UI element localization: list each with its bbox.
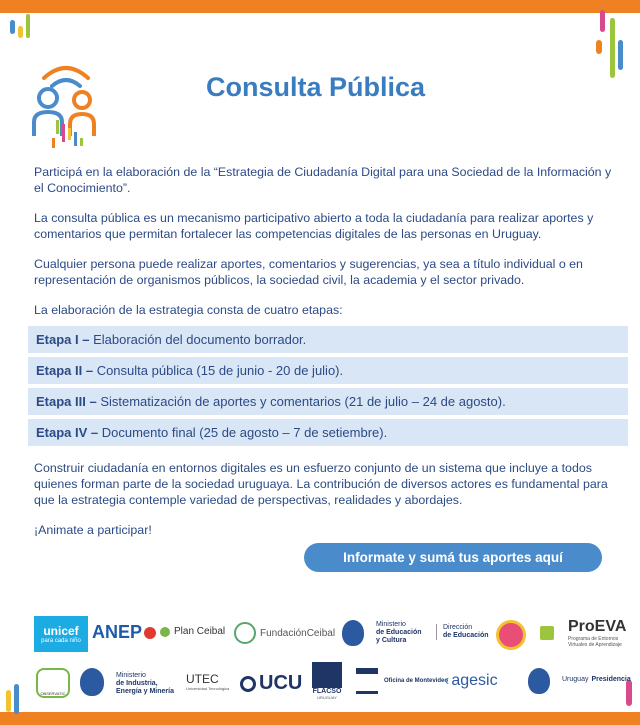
flacso-wordmark: FLACSO bbox=[312, 688, 342, 695]
dir-edu-line-1: Dirección bbox=[443, 624, 473, 631]
deco-bar-1 bbox=[10, 20, 15, 34]
utec-subtitle: Universidad Tecnológica bbox=[186, 686, 230, 691]
unicef-tagline: para cada niño bbox=[41, 638, 81, 644]
stage-text: Elaboración del documento borrador. bbox=[89, 332, 307, 347]
uruguay-shield-logo-1[interactable] bbox=[80, 668, 104, 696]
main-content bbox=[34, 164, 618, 552]
ucu-logo[interactable] bbox=[240, 672, 302, 695]
page-title: Consulta Pública bbox=[206, 72, 426, 102]
utec-logo[interactable] bbox=[186, 672, 229, 691]
unesco-montevideo-logo[interactable] bbox=[356, 668, 448, 694]
anep-logo[interactable] bbox=[92, 622, 156, 643]
agesic-chevron-icon: ‹ bbox=[444, 672, 450, 689]
stage-item bbox=[28, 419, 628, 446]
uruguay-shield-icon bbox=[342, 620, 364, 646]
proeva-wordmark: ProEVA bbox=[568, 618, 627, 635]
small-emblem-logo[interactable] bbox=[540, 626, 554, 640]
unicef-logo[interactable] bbox=[34, 616, 88, 652]
participation-description: Cualquier persona puede realizar aportes, comentarios y sugerencias, ya sea a título individual o en representación de organismos públicos, la sociedad civil, la academia y el sector privado. bbox=[34, 257, 583, 287]
unesco-temple-icon bbox=[356, 668, 378, 694]
miem-logo[interactable] bbox=[116, 672, 174, 696]
stages-list bbox=[28, 326, 628, 446]
ucu-emblem-icon bbox=[240, 676, 256, 692]
presidencia-line-1: Uruguay bbox=[562, 676, 589, 683]
dir-edu-line-2: de Educación bbox=[443, 632, 489, 639]
fundacion-ceibal-wordmark: FundaciónCeibal bbox=[260, 627, 336, 639]
mec-line-2: de Educación bbox=[376, 629, 422, 636]
stage-item bbox=[28, 357, 628, 384]
participate-button[interactable]: Informate y sumá tus aportes aquí bbox=[304, 543, 602, 572]
deco-bar-7 bbox=[596, 40, 602, 54]
montevideo-office-text: Oficina de Montevideo bbox=[384, 678, 449, 684]
anep-swirl-icon bbox=[144, 627, 156, 639]
intro-paragraph: Participá en la elaboración de la “Estrategia de Ciudadanía Digital para una Sociedad de la Información y el Conocimiento”. bbox=[34, 165, 612, 195]
plan-ceibal-logo[interactable] bbox=[160, 626, 225, 637]
top-orange-bar bbox=[0, 0, 640, 13]
miem-line-2: de Industria, bbox=[116, 680, 158, 687]
observatic-wordmark: OBSERVATIC bbox=[40, 691, 66, 696]
presidencia-logo[interactable] bbox=[562, 676, 631, 683]
anep-wordmark: ANEP bbox=[92, 622, 143, 642]
collaboration-paragraph: Construir ciudadanía en entornos digitales es un esfuerzo conjunto de un sistema que incluye a todos quienes forman parte de la sociedad uruguaya. La contribución de diversos actores es fundamental para que la estrategia contemple variedad de perspectivas, realidades y abordajes. bbox=[34, 461, 608, 507]
stage-text: Sistematización de aportes y comentarios (21 de julio – 24 de agosto). bbox=[96, 394, 506, 409]
utec-wordmark: UTEC bbox=[186, 672, 219, 686]
bottom-orange-bar bbox=[0, 712, 640, 725]
deco-bar-2 bbox=[18, 26, 23, 38]
uruguay-shield-logo-2[interactable] bbox=[528, 668, 550, 694]
unicef-wordmark: unicef bbox=[43, 624, 79, 638]
proeva-subtitle: Programa de Entornos Virtuales de Aprendizaje bbox=[568, 636, 622, 648]
plan-ceibal-wordmark: Plan Ceibal bbox=[174, 626, 226, 637]
stage-label: Etapa III – bbox=[36, 394, 97, 409]
stage-text: Consulta pública (15 de junio - 20 de julio). bbox=[93, 363, 344, 378]
proeva-logo[interactable] bbox=[568, 618, 632, 648]
partner-logos bbox=[0, 612, 640, 712]
colorful-circle-logo[interactable] bbox=[496, 620, 526, 650]
stage-item bbox=[28, 388, 628, 415]
agesic-logo[interactable] bbox=[444, 672, 498, 690]
ucu-wordmark: UCU bbox=[259, 672, 303, 694]
consultation-description: La consulta pública es un mecanismo participativo abierto a toda la ciudadanía para realizar aportes y comentarios que permitan fortalecer las competencias digitales de las personas en Uruguay. bbox=[34, 211, 594, 241]
stages-intro: La elaboración de la estrategia consta de cuatro etapas: bbox=[34, 303, 343, 317]
miem-line-3: Energía y Minería bbox=[116, 688, 174, 695]
fundacion-ceibal-logo[interactable] bbox=[234, 622, 335, 644]
mec-line-1: Ministerio bbox=[376, 621, 406, 628]
agesic-wordmark: agesic bbox=[451, 672, 498, 689]
stage-text: Documento final (25 de agosto – 7 de setiembre). bbox=[98, 425, 388, 440]
stage-label: Etapa I – bbox=[36, 332, 90, 347]
direccion-educacion-logo[interactable] bbox=[436, 624, 489, 640]
flacso-emblem-icon bbox=[312, 662, 342, 688]
presidencia-line-2: Presidencia bbox=[591, 676, 631, 683]
observatic-logo[interactable] bbox=[36, 668, 70, 698]
deco-bar-6 bbox=[618, 40, 623, 70]
stage-label: Etapa IV – bbox=[36, 425, 99, 440]
closing-text: ¡Animate a participar! bbox=[34, 523, 152, 537]
plan-ceibal-icon bbox=[160, 627, 170, 637]
flacso-subtitle: URUGUAY bbox=[317, 695, 337, 700]
miem-line-1: Ministerio bbox=[116, 672, 146, 679]
mec-line-3: y Cultura bbox=[376, 637, 407, 644]
people-participation-icon bbox=[30, 58, 102, 150]
flacso-logo[interactable] bbox=[312, 662, 342, 700]
deco-bar-5 bbox=[610, 18, 615, 78]
deco-bar-3 bbox=[26, 14, 30, 38]
stage-label: Etapa II – bbox=[36, 363, 94, 378]
deco-bar-4 bbox=[600, 10, 605, 32]
mec-logo[interactable] bbox=[342, 620, 422, 646]
stage-item bbox=[28, 326, 628, 353]
fundacion-ceibal-icon bbox=[234, 622, 256, 644]
